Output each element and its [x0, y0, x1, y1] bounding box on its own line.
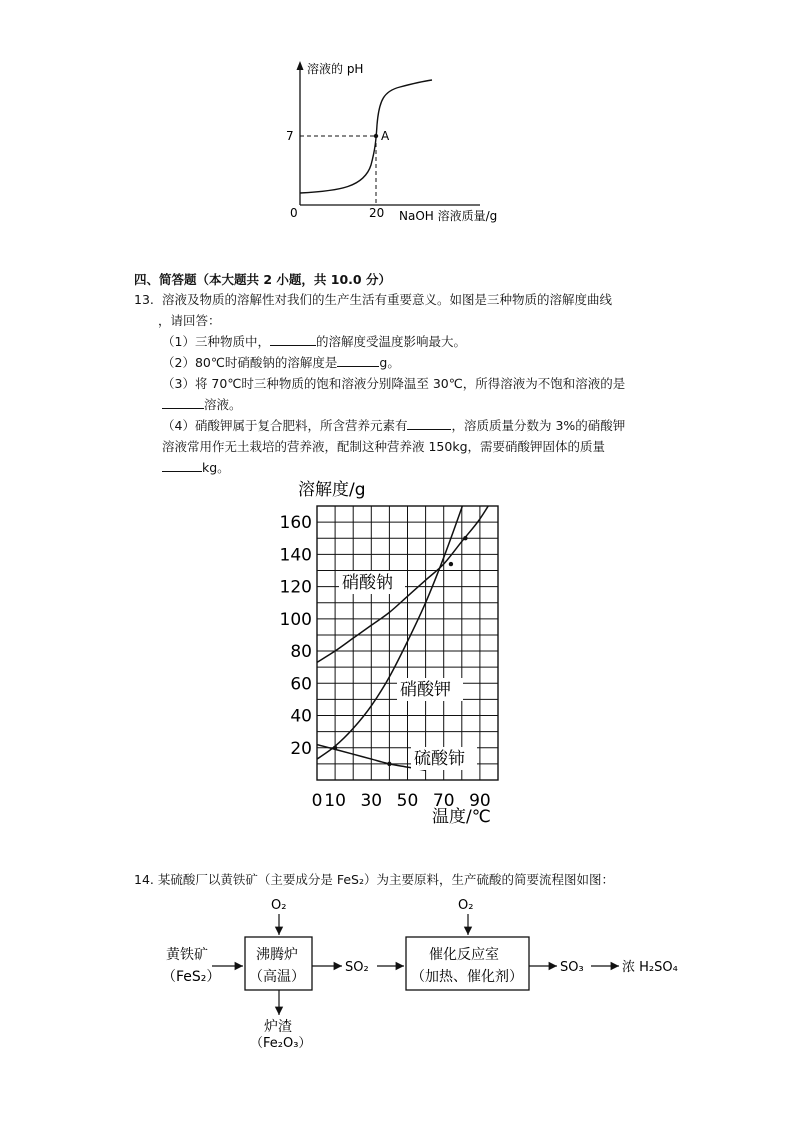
- q13-blank-2[interactable]: [337, 354, 379, 367]
- q13-part4-line3: [162, 458, 230, 478]
- intersection-point: [449, 562, 453, 566]
- q13-blank-4[interactable]: [407, 417, 451, 430]
- q13-part3-b: 溶液。: [204, 397, 242, 412]
- flow-box-reactor-line2: （加热、催化剂）: [411, 969, 523, 985]
- q13-part2-b: g。: [379, 355, 400, 370]
- ph-y-mark: 7: [286, 129, 294, 143]
- q13-intro-line2: ，请回答：: [158, 313, 221, 328]
- ph-origin: 0: [290, 206, 298, 220]
- series-label-1: 硝酸钠: [342, 573, 393, 593]
- y-tick-label: 100: [280, 609, 312, 630]
- x-tick-label: 70: [432, 791, 455, 811]
- flow-box-furnace-line2: （高温）: [249, 969, 305, 985]
- q13-part4-b: ，溶质质量分数为 3%的硝酸钾: [451, 418, 626, 433]
- ph-x-label: NaOH 溶液质量/g: [399, 209, 498, 223]
- solubility-y-label: 溶解度/g: [298, 480, 366, 500]
- flow-so2: SO₂: [345, 960, 369, 975]
- intersection-point: [333, 746, 337, 750]
- ph-x-mark: 20: [369, 206, 385, 220]
- series-label-3: 硫酸铈: [414, 749, 465, 769]
- series-line-2: [317, 474, 480, 759]
- y-tick-label: 20: [290, 738, 312, 759]
- flow-o2-a: O₂: [271, 898, 287, 913]
- flow-product: 浓 H₂SO₄: [622, 960, 678, 975]
- q13-number: 13.: [134, 292, 154, 307]
- ph-y-arrow: [297, 61, 304, 70]
- q13-part2: [162, 353, 400, 373]
- y-tick-label: 60: [290, 674, 312, 695]
- x-tick-label: 90: [469, 791, 491, 811]
- flow-box-reactor-line1: 催化反应室: [429, 947, 499, 963]
- flow-slag-label: 炉渣: [264, 1019, 292, 1035]
- flow-raw-formula: （FeS₂）: [162, 969, 221, 985]
- q13-part4-a: （4）硝酸钾属于复合肥料，所含营养元素有: [162, 418, 408, 433]
- solubility-x-label: 温度/℃: [432, 807, 491, 827]
- q13-blank-1[interactable]: [270, 333, 316, 346]
- series-label-2: 硝酸钾: [400, 680, 451, 700]
- ph-chart: [280, 55, 520, 230]
- intersection-point: [463, 536, 467, 540]
- ph-point-a: [374, 134, 378, 138]
- q13-blank-3[interactable]: [162, 396, 204, 409]
- x-tick-label: 50: [396, 791, 419, 811]
- q13-part3: （3）将 70℃时三种物质的饱和溶液分别降温至 30℃，所得溶液为不饱和溶液的是: [162, 376, 626, 391]
- q13-part1-b: 的溶解度受温度影响最大。: [315, 334, 466, 349]
- q13-blank-5[interactable]: [162, 459, 202, 472]
- y-tick-label: 80: [290, 642, 312, 663]
- ph-y-label: 溶液的 pH: [307, 62, 364, 76]
- intersection-point: [387, 762, 391, 766]
- q14-text: 14. 某硫酸厂以黄铁矿（主要成分是 FeS₂）为主要原料，生产硫酸的简要流程图如图：: [134, 872, 614, 887]
- ph-point-label: A: [381, 129, 390, 143]
- flow-slag-formula: （Fe₂O₃）: [250, 1036, 312, 1051]
- q13-part1-a: （1）三种物质中，: [162, 334, 270, 349]
- x-tick-label: 0: [311, 791, 323, 811]
- q13-part4-line2: 溶液常用作无土栽培的营养液，配制这种营养液 150kg，需要硝酸钾固体的质量: [162, 439, 606, 454]
- flow-box-furnace-line1: 沸腾炉: [256, 947, 298, 963]
- q13-part4: [162, 416, 625, 436]
- y-tick-label: 40: [290, 706, 312, 727]
- flow-o2-b: O₂: [458, 898, 474, 913]
- flow-raw-label: 黄铁矿: [166, 947, 208, 963]
- y-tick-label: 120: [280, 577, 312, 598]
- flowchart: [150, 892, 710, 1052]
- section-title: 四、简答题（本大题共 2 小题，共 10.0 分）: [134, 272, 391, 287]
- y-tick-label: 160: [280, 513, 312, 534]
- solubility-chart: [280, 474, 520, 834]
- q13-part4-d: kg。: [202, 460, 230, 475]
- q13-part3-cont: [162, 395, 242, 415]
- flow-so3: SO₃: [560, 960, 584, 975]
- q13-part1: [162, 332, 466, 352]
- y-tick-label: 140: [280, 545, 312, 566]
- x-tick-label: 10: [324, 791, 346, 811]
- q13-intro-line1: 溶液及物质的溶解性对我们的生产生活有重要意义。如图是三种物质的溶解度曲线: [162, 292, 613, 307]
- x-tick-label: 30: [360, 791, 383, 811]
- q13-part2-a: （2）80℃时硝酸钠的溶解度是: [162, 355, 338, 370]
